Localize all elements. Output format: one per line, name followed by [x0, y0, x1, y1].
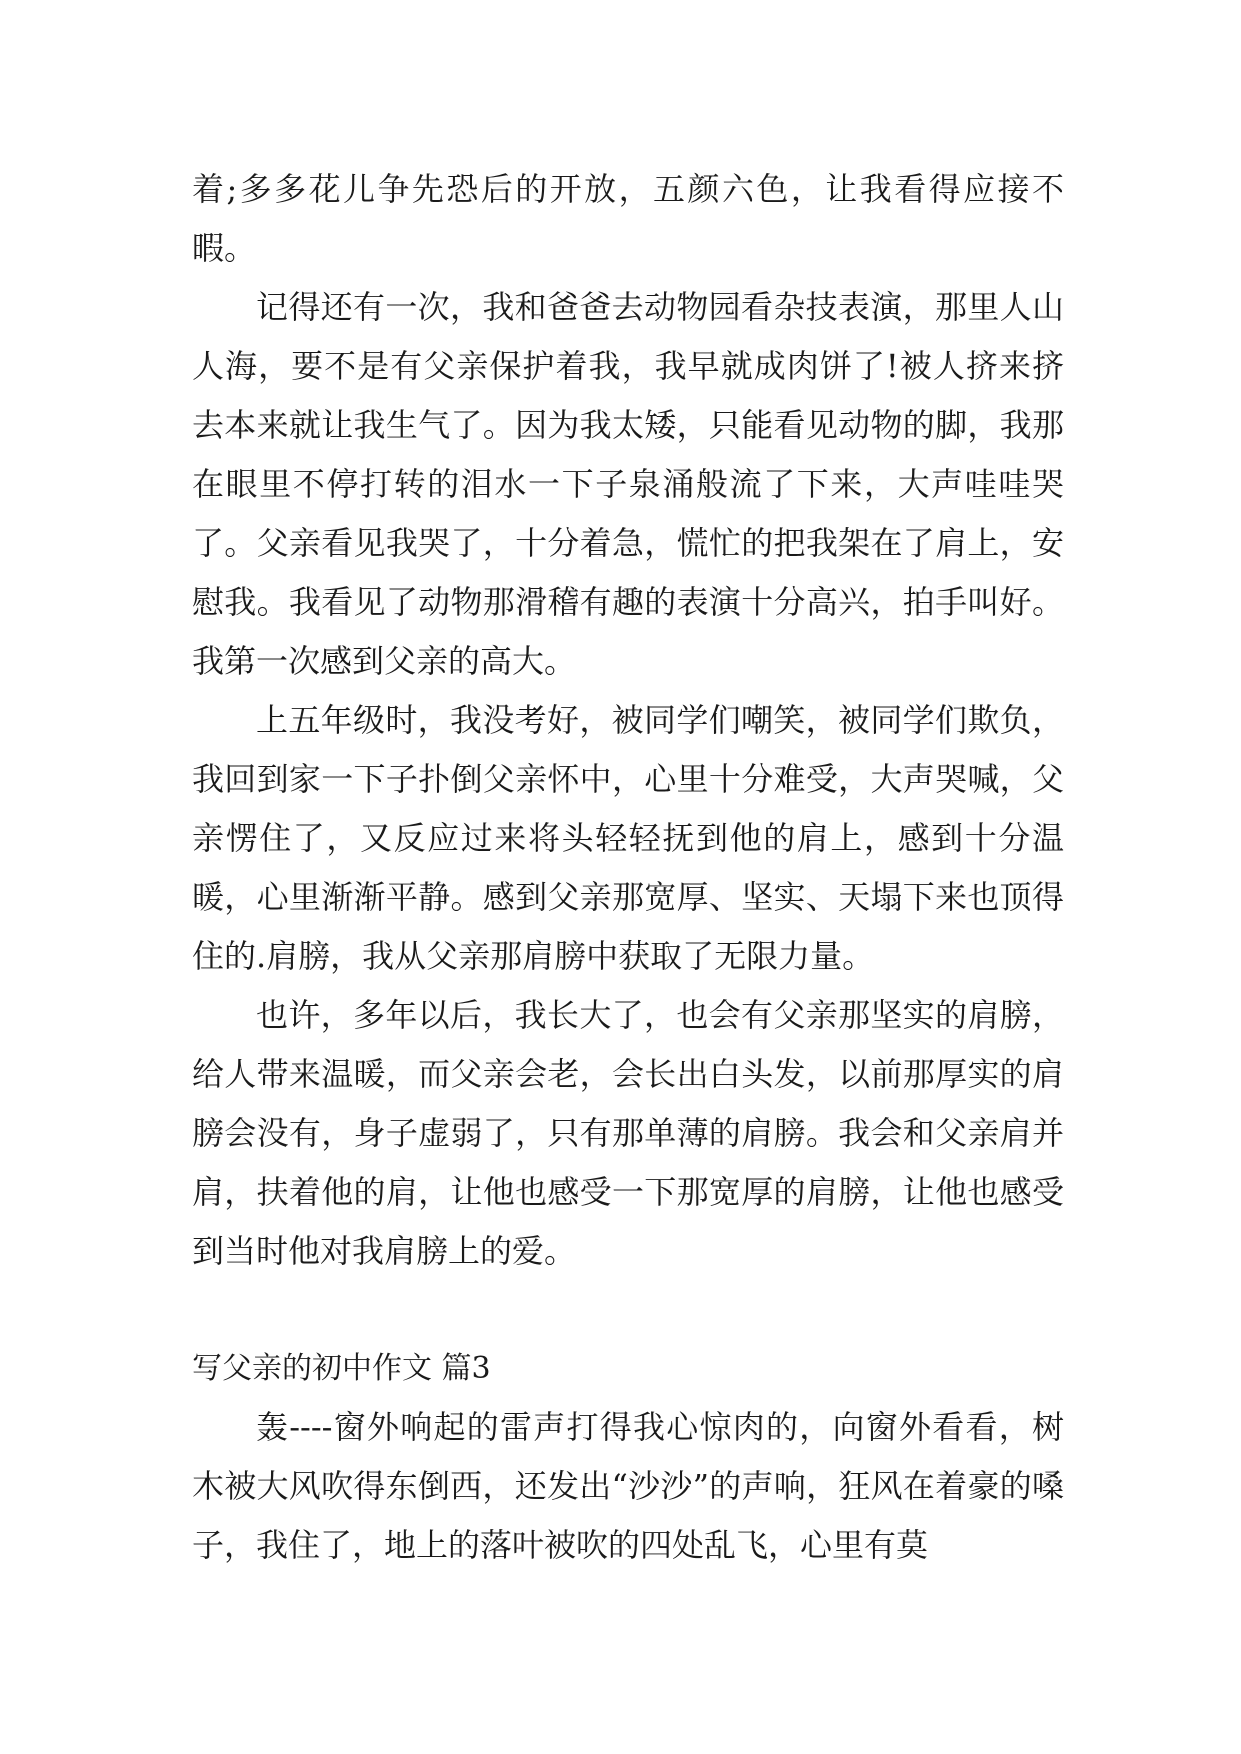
paragraph-thunder: 轰----窗外响起的雷声打得我心惊肉的，向窗外看看，树木被大风吹得东倒西，还发出“沙沙”的声响，狂风在着豪的嗓子，我住了，地上的落叶被吹的四处乱飞，心里有莫 [192, 1408, 1064, 1564]
paragraph-zoo-memory: 记得还有一次，我和爸爸去动物园看杂技表演，那里人山人海，要不是有父亲保护着我，我早就成肉饼了!被人挤来挤去本来就让我生气了。因为我太矮，只能看见动物的脚，我那在眼里不停打转的泪水一下子泉涌般流了下来，大声哇哇哭了。父亲看见我哭了，十分着急，慌忙的把我架在了肩上，安慰我。我看见了动物那滑稽有趣的表演十分高兴，拍手叫好。我第一次感到父亲的高大。 [192, 288, 1064, 680]
section-heading: 写父亲的初中作文 篇3 [192, 1351, 491, 1386]
paragraph-fifth-grade: 上五年级时，我没考好，被同学们嘲笑，被同学们欺负，我回到家一下子扑倒父亲怀中，心里十分难受，大声哭喊，父亲愣住了，又反应过来将头轻轻抚到他的肩上，感到十分温暖，心里渐渐平静。感到父亲那宽厚、坚实、天塌下来也顶得住的.肩膀，我从父亲那肩膀中获取了无限力量。 [192, 701, 1064, 975]
section-spacer [192, 1281, 1064, 1339]
document-body [192, 160, 1064, 1575]
paragraph-future: 也许，多年以后，我长大了，也会有父亲那坚实的肩膀，给人带来温暖，而父亲会老，会长出白头发，以前那厚实的肩膀会没有，身子虚弱了，只有那单薄的肩膀。我会和父亲肩并肩，扶着他的肩，让他也感受一下那宽厚的肩膀，让他也感受到当时他对我肩膀上的爱。 [192, 996, 1064, 1270]
paragraph-continuation: 着;多多花儿争先恐后的开放，五颜六色，让我看得应接不暇。 [192, 170, 1064, 267]
